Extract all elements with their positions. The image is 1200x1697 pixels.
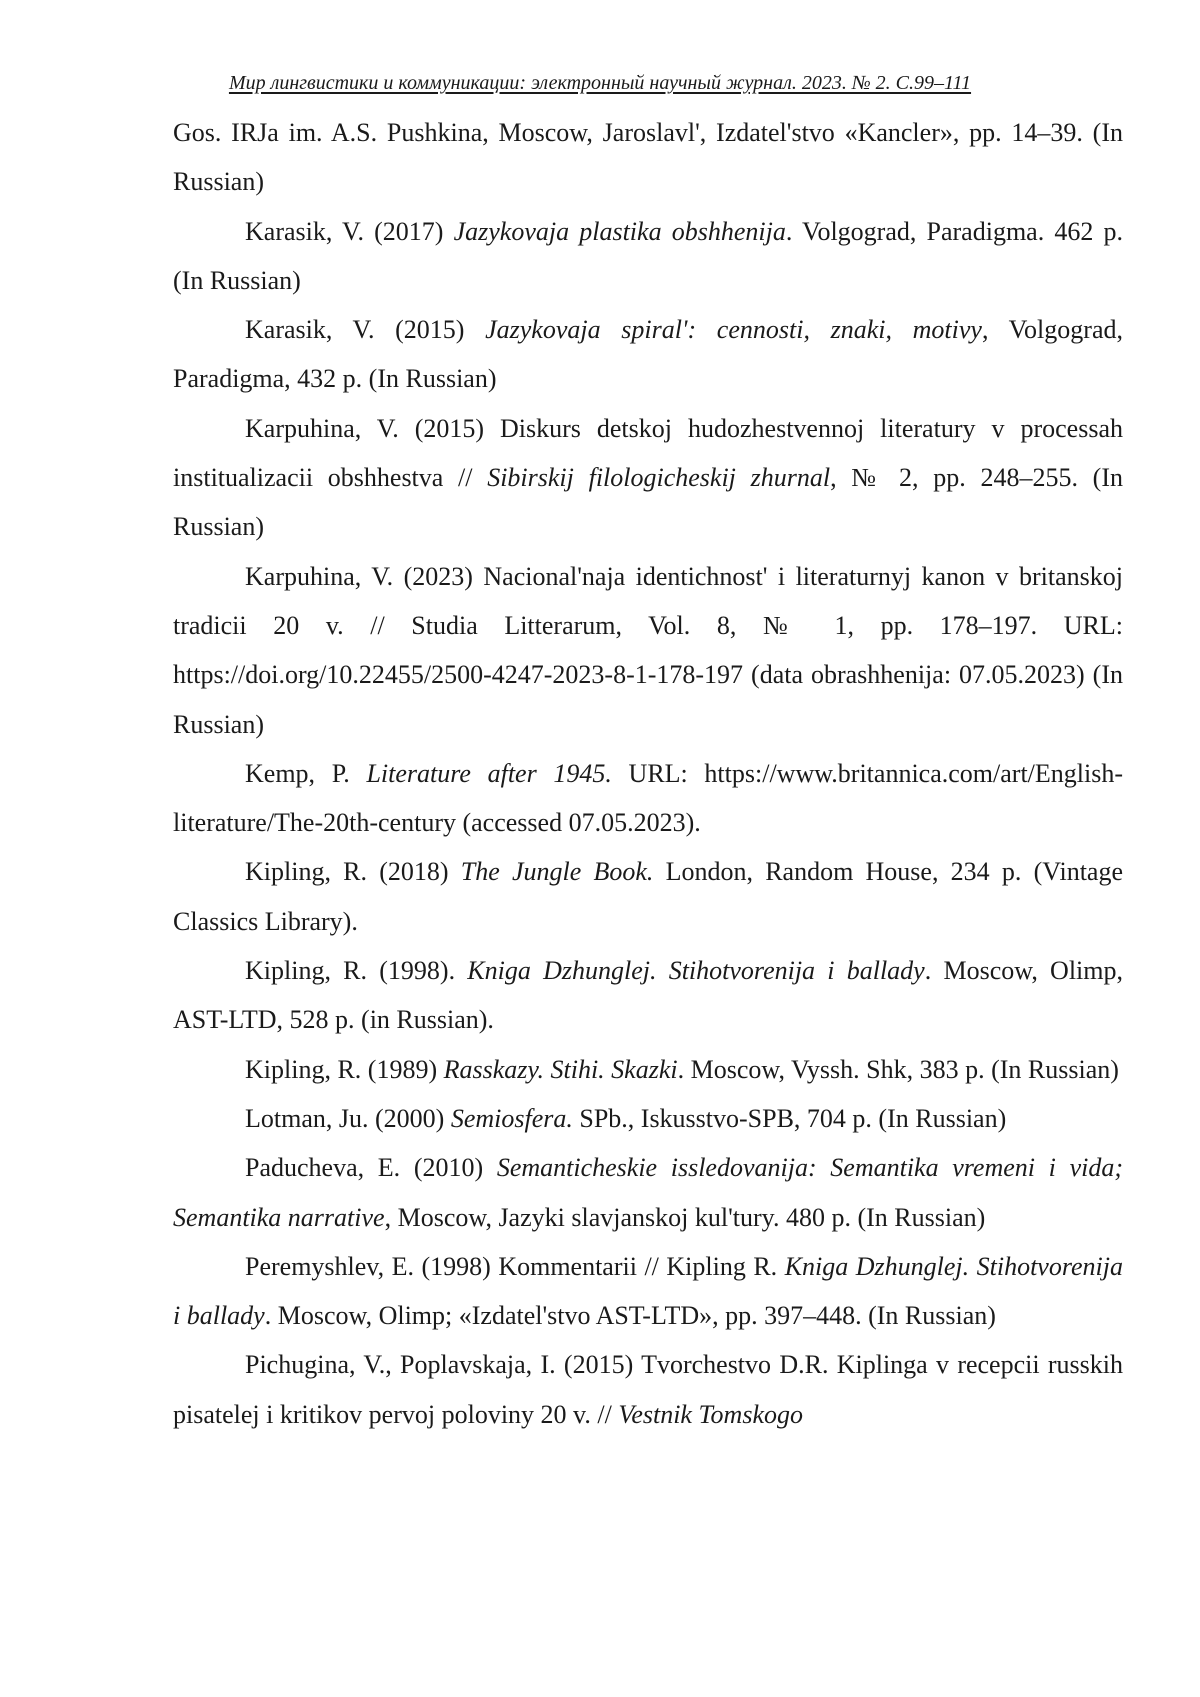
reference-title: Semanticheskie issledovanija: Semantika vremeni i vida; Semantika narrative (173, 1153, 1123, 1231)
reference-title: Kniga Dzhunglej. Stihotvorenija i ballady (467, 956, 924, 985)
reference-text: Lotman, Ju. (2000) (245, 1104, 451, 1133)
reference-entry (173, 1045, 1123, 1094)
running-header (0, 72, 1200, 95)
reference-text: Karpuhina, V. (2015) Diskurs detskoj hudozhestvennoj literatury v processah institualizacii obshhestva // (173, 414, 1123, 492)
reference-entry (173, 946, 1123, 1045)
reference-title: Kniga Dzhunglej. Stihotvorenija i ballady (173, 1252, 1123, 1330)
reference-text: . Moscow, Olimp; «Izdatel'stvo AST-LTD», pp. 397–448. (In Russian) (265, 1301, 996, 1330)
reference-entry (173, 404, 1123, 552)
reference-text: Kipling, R. (2018) (245, 857, 461, 886)
reference-entry (173, 749, 1123, 848)
reference-text: Karpuhina, V. (2023) Nacional'naja identichnost' i literaturnyj kanon v britanskoj tradicii 20 v. // Studia Litterarum, Vol. 8, № 1, pp. 178–197. URL: https://doi.org/10.22455/2500-4247-2023-8-1-178-197 (data obrashhenija: 07.05.2023) (In Russian) (173, 562, 1123, 739)
reference-title: Jazykovaja spiral': cennosti, znaki, motivy (485, 315, 982, 344)
reference-text: URL: https://www.britannica.com/art/English-literature/The-20th-century (accessed 07.05.2023). (173, 759, 1123, 837)
reference-text: Kemp, P. (245, 759, 366, 788)
reference-text: , № 2, pp. 248–255. (In Russian) (173, 463, 1123, 541)
reference-text: SPb., Iskusstvo-SPB, 704 p. (In Russian) (573, 1104, 1006, 1133)
reference-text: Gos. IRJa im. A.S. Pushkina, Moscow, Jaroslavl', Izdatel'stvo «Kancler», pp. 14–39. (In Russian) (173, 118, 1123, 196)
reference-text: Paducheva, E. (2010) (245, 1153, 497, 1182)
reference-title: Vestnik Tomskogo (618, 1400, 803, 1429)
reference-text: , Moscow, Jazyki slavjanskoj kul'tury. 480 p. (In Russian) (385, 1203, 986, 1232)
reference-text: Pichugina, V., Poplavskaja, I. (2015) Tvorchestvo D.R. Kiplinga v recepcii russkih pisatelej i kritikov pervoj poloviny 20 v. // (173, 1350, 1123, 1428)
reference-entry (173, 1143, 1123, 1242)
reference-text: , Volgograd, Paradigma, 432 p. (In Russian) (173, 315, 1123, 393)
reference-title: Jazykovaja plastika obshhenija (454, 217, 786, 246)
reference-text: . Volgograd, Paradigma. 462 p. (In Russian) (173, 217, 1123, 295)
reference-entry (173, 305, 1123, 404)
reference-entry (173, 552, 1123, 749)
reference-entry (173, 1242, 1123, 1341)
reference-title: Sibirskij filologicheskij zhurnal (487, 463, 830, 492)
reference-text: Karasik, V. (2017) (245, 217, 454, 246)
reference-text: London, Random House, 234 p. (Vintage Classics Library). (173, 857, 1123, 935)
reference-entry (173, 847, 1123, 946)
reference-title: Literature after 1945. (366, 759, 611, 788)
reference-text: . Moscow, Olimp, AST-LTD, 528 p. (in Russian). (173, 956, 1123, 1034)
reference-entry (173, 1094, 1123, 1143)
reference-title: The Jungle Book. (461, 857, 654, 886)
journal-citation: Мир лингвистики и коммуникации: электронный научный журнал. 2023. № 2. С.99–111 (229, 72, 971, 94)
reference-entry (173, 108, 1123, 207)
reference-title: Semiosfera. (451, 1104, 573, 1133)
reference-entry (173, 207, 1123, 306)
reference-text: Kipling, R. (1998). (245, 956, 467, 985)
reference-text: Karasik, V. (2015) (245, 315, 485, 344)
reference-list (173, 108, 1123, 1439)
reference-text: . Moscow, Vyssh. Shk, 383 p. (In Russian) (678, 1055, 1119, 1084)
reference-entry (173, 1340, 1123, 1439)
reference-text: Kipling, R. (1989) (245, 1055, 444, 1084)
reference-text: Peremyshlev, E. (1998) Kommentarii // Kipling R. (245, 1252, 785, 1281)
reference-title: Rasskazy. Stihi. Skazki (444, 1055, 678, 1084)
